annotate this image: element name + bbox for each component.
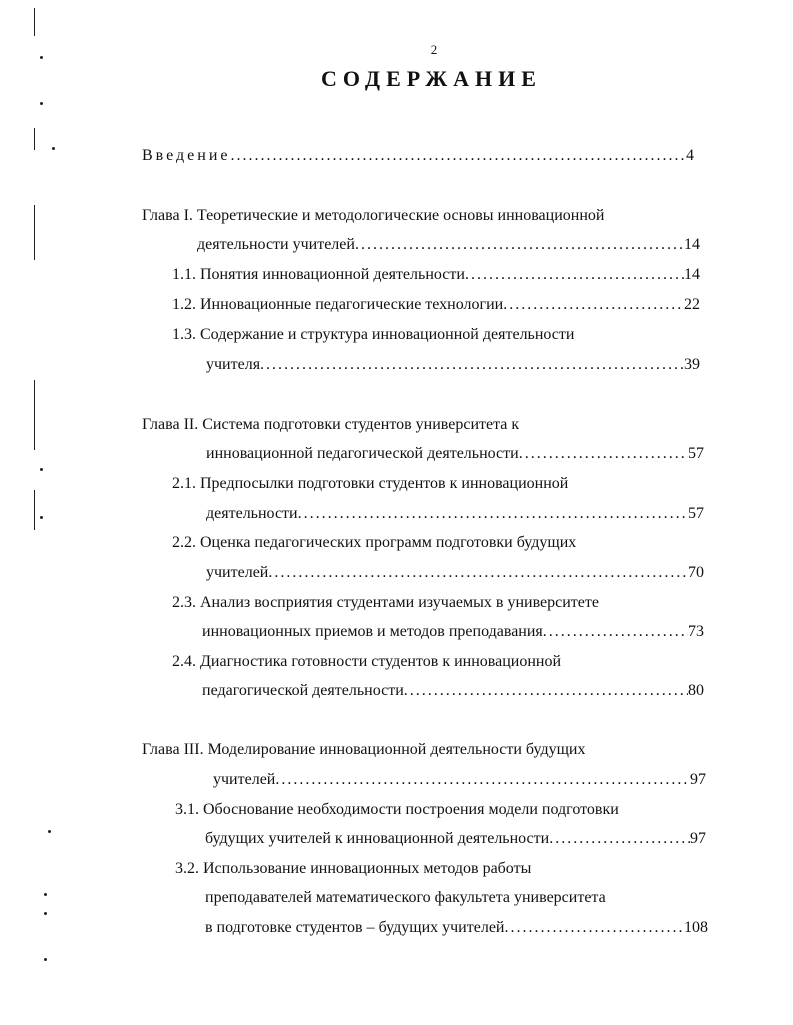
toc-entry-label: инновационных приемов и методов преподавания xyxy=(202,623,543,640)
toc-section-entry xyxy=(172,295,700,315)
toc-section-title: 2.1. Предпосылки подготовки студентов к инновационной xyxy=(172,475,569,492)
toc-section-entry xyxy=(206,563,704,583)
toc-section-title: 3.2. Использование инновационных методов работы xyxy=(175,860,532,877)
toc-entry-label: инновационной педагогической деятельности xyxy=(206,445,519,462)
scan-dot xyxy=(44,912,47,915)
scan-margin-line xyxy=(34,128,35,150)
toc-section-title: 3.1. Обоснование необходимости построения модели подготовки xyxy=(175,801,619,818)
toc-page-number: 22 xyxy=(684,296,700,313)
toc-page-number: 80 xyxy=(688,682,704,699)
toc-entry-label: деятельности xyxy=(206,505,298,522)
page-number: 2 xyxy=(430,42,438,57)
toc-entry-label: деятельности учителей xyxy=(197,236,355,253)
toc-section-entry xyxy=(202,681,704,701)
toc-chapter-entry xyxy=(206,444,704,464)
toc-page-number: 57 xyxy=(688,445,704,462)
toc-page-number: 70 xyxy=(688,564,704,581)
toc-section-entry xyxy=(206,504,704,524)
toc-section-title: 2.4. Диагностика готовности студентов к инновационной xyxy=(172,653,562,670)
toc-section-title: 2.3. Анализ восприятия студентами изучаемых в университете xyxy=(172,594,599,611)
toc-page-number: 14 xyxy=(684,236,700,253)
dot-leader xyxy=(519,444,688,464)
toc-page-number: 108 xyxy=(684,919,708,936)
scan-dot xyxy=(44,958,47,961)
scan-dot xyxy=(48,830,51,833)
toc-chapter-entry xyxy=(197,235,700,255)
dot-leader xyxy=(503,295,684,315)
dot-leader xyxy=(298,504,688,524)
page-title: СОДЕРЖАНИЕ xyxy=(321,66,542,91)
toc-page-number: 73 xyxy=(688,623,704,640)
toc-page-number: 39 xyxy=(684,356,700,373)
scan-dot xyxy=(52,147,55,150)
toc-page-number: 4 xyxy=(686,147,694,164)
toc-entry-label: 1.2. Инновационные педагогические технологии xyxy=(172,296,504,313)
toc-section-entry xyxy=(172,265,700,285)
toc-entry-label: учителя xyxy=(206,356,261,373)
scan-dot xyxy=(40,516,43,519)
toc-entry-label: в подготовке студентов – будущих учителей xyxy=(205,919,505,936)
scan-margin-line xyxy=(34,8,35,36)
toc-chapter-title: Глава II. Система подготовки студентов университета к xyxy=(142,416,520,433)
toc-page-number: 57 xyxy=(688,505,704,522)
dot-leader xyxy=(549,829,690,849)
dot-leader xyxy=(543,622,688,642)
toc-page-number: 97 xyxy=(690,771,706,788)
dot-leader xyxy=(355,235,684,255)
scan-margin-line xyxy=(34,205,35,260)
toc-section-entry xyxy=(205,918,708,938)
scan-margin-line xyxy=(34,380,35,450)
toc-chapter-title: Глава I. Теоретические и методологические основы инновационной xyxy=(142,207,605,224)
toc-section-title: 2.2. Оценка педагогических программ подготовки будущих xyxy=(172,534,577,551)
dot-leader xyxy=(275,770,690,790)
scan-dot xyxy=(40,468,43,471)
dot-leader xyxy=(231,146,687,166)
toc-page-number: 97 xyxy=(690,830,706,847)
scan-dot xyxy=(40,102,43,105)
toc-entry-intro xyxy=(142,146,694,166)
toc-entry-label: учителей xyxy=(213,771,276,788)
toc-section-entry xyxy=(205,829,706,849)
toc-entry-label: 1.1. Понятия инновационной деятельности xyxy=(172,266,465,283)
toc-section-entry xyxy=(202,622,704,642)
dot-leader xyxy=(268,563,688,583)
dot-leader xyxy=(260,355,684,375)
dot-leader xyxy=(404,681,688,701)
toc-entry-label: будущих учителей к инновационной деятельности xyxy=(205,830,550,847)
toc-entry-label: Введение xyxy=(142,147,231,164)
toc-section-entry xyxy=(206,355,700,375)
scan-margin-line xyxy=(34,490,35,530)
dot-leader xyxy=(465,265,684,285)
toc-section-title: преподавателей математического факультета университета xyxy=(205,889,606,906)
dot-leader xyxy=(504,918,684,938)
toc-chapter-title: Глава III. Моделирование инновационной деятельности будущих xyxy=(142,741,586,758)
toc-entry-label: педагогической деятельности xyxy=(202,682,404,699)
scan-dot xyxy=(44,893,47,896)
toc-chapter-entry xyxy=(213,770,706,790)
toc-entry-label: учителей xyxy=(206,564,269,581)
toc-page-number: 14 xyxy=(684,266,700,283)
toc-section-title: 1.3. Содержание и структура инновационной деятельности xyxy=(172,326,575,343)
